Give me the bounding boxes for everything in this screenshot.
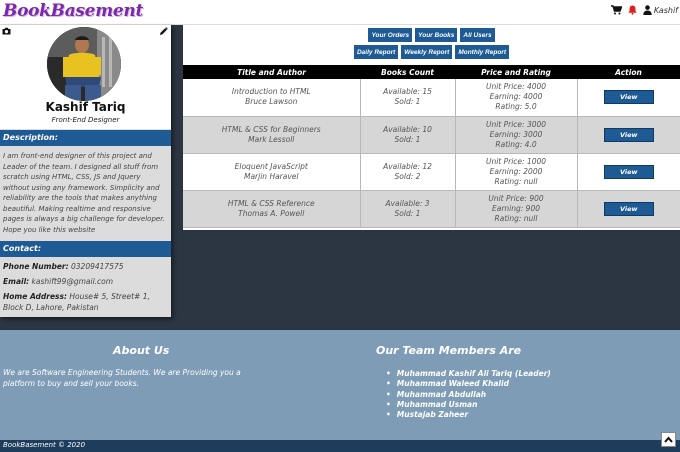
book-title: HTML & CSS for Beginners [221,124,321,134]
action-cell [577,190,680,227]
user-icon [643,5,652,15]
monthly-report-button[interactable]: Monthly Report [455,45,509,59]
daily-report-button[interactable]: Daily Report [354,45,398,59]
action-cell [577,116,680,153]
dashboard-panel [183,25,680,230]
edit-pencil-icon[interactable] [159,27,168,38]
rating: Rating: null [494,213,538,223]
contact-phone [3,262,169,273]
book-author: Bruce Lawson [245,97,298,107]
price-cell [455,79,577,116]
earning: Earning: 3000 [489,129,543,139]
unit-price: Unit Price: 900 [488,193,544,203]
email-value: kashift99@gmail.com [31,277,114,286]
table-row [183,79,680,116]
contact-heading: Contact: [0,241,171,257]
rating: Rating: null [494,176,538,186]
address-label: Home Address: [3,292,67,301]
price-cell [455,116,577,153]
book-title: Eloquent JavaScript [234,161,308,171]
profile-name: Kashif Tariq [45,100,126,114]
address-value: House# 5, Street# 1, Block D, Lahore, Pakistan [3,292,150,312]
unit-price: Unit Price: 1000 [485,156,547,166]
price-cell [455,153,577,190]
book-title: Introduction to HTML [231,87,311,97]
copyright-text: BookBasement © 2020 [3,441,86,449]
list-item: • Muhammad Usman [386,400,551,410]
profile-sidebar [0,25,171,317]
book-author: Thomas A. Powell [238,208,305,218]
about-text: We are Software Engineering Students. We are Providing you a platform to buy and sell your books. [3,368,241,388]
copyright-bar [0,440,680,452]
all-users-button[interactable]: All Users [460,28,494,42]
contact-email [3,277,169,288]
team-title: Our Team Members Are [376,344,522,357]
profile-description: I am front-end designer of this project and Leader of the team. I designed all stuff from scratch using HTML, CSS, JS and Jquery without using any framework. Simplicity and reliability are the tools that makes anything beautiful. Making realtime and responsive pages is always a big challenge for developer. Hope you like this website [3,152,165,234]
footer [0,330,680,440]
count-cell [360,79,455,116]
sold-count: Sold: 1 [394,208,421,218]
sold-count: Sold: 1 [394,97,421,107]
available-count: Available: 10 [383,124,432,134]
avatar [47,27,121,101]
profile-card [0,25,171,129]
table-header [183,65,680,79]
your-books-button[interactable]: Your Books [415,28,457,42]
book-title: HTML & CSS Reference [227,198,315,208]
chevron-up-icon [664,436,673,443]
action-cell [577,153,680,190]
unit-price: Unit Price: 3000 [485,119,547,129]
scroll-to-top-button[interactable] [661,432,676,447]
title-author-cell [183,190,360,227]
action-cell [577,79,680,116]
toolbar-row-1 [183,28,680,42]
rating: Rating: 4.0 [495,139,537,149]
list-item: • Muhammad Kashif Ali Tariq (Leader) [386,369,551,379]
toolbar-row-2 [183,45,680,59]
list-item: • Muhammad Abdullah [386,390,551,400]
view-button[interactable]: View [604,165,654,179]
table-row [183,190,680,227]
cart-icon[interactable] [611,5,622,15]
title-author-cell [183,79,360,116]
col-price-rating: Price and Rating [455,65,577,79]
title-author-cell [183,116,360,153]
count-cell [360,153,455,190]
unit-price: Unit Price: 4000 [485,82,547,92]
count-cell [360,190,455,227]
phone-label: Phone Number: [3,262,69,271]
available-count: Available: 3 [385,198,430,208]
book-author: Mark Lessoll [248,134,295,144]
col-action: Action [577,65,680,79]
col-books-count: Books Count [360,65,455,79]
rating: Rating: 5.0 [495,102,537,112]
user-menu[interactable] [643,5,678,15]
count-cell [360,116,455,153]
view-button[interactable]: View [604,202,654,216]
top-navbar [0,0,680,25]
your-orders-button[interactable]: Your Orders [368,28,412,42]
camera-icon[interactable] [2,27,11,37]
table-row [183,153,680,190]
sold-count: Sold: 1 [394,134,421,144]
title-author-cell [183,153,360,190]
available-count: Available: 12 [383,161,432,171]
book-author: Marjin Haravel [243,171,299,181]
books-table [183,65,680,228]
earning: Earning: 900 [492,203,540,213]
bell-icon[interactable] [628,5,637,15]
col-title-author: Title and Author [183,65,360,79]
view-button[interactable]: View [604,90,654,104]
list-item: • Muhammad Waleed Khalid [386,379,551,389]
username: Kashif [653,5,678,15]
price-cell [455,190,577,227]
team-list [386,369,551,420]
list-item: • Mustajab Zaheer [386,410,551,420]
profile-role: Front-End Designer [51,116,120,124]
email-label: Email: [3,277,30,286]
site-logo[interactable]: BookBasement [3,1,144,21]
earning: Earning: 4000 [489,92,543,102]
view-button[interactable]: View [604,128,654,142]
sold-count: Sold: 2 [394,171,421,181]
phone-value: 03209417575 [71,262,124,271]
about-title: About Us [113,344,170,357]
description-heading: Description: [0,130,171,146]
contact-address [3,292,169,313]
top-icons [611,5,678,15]
table-row [183,116,680,153]
weekly-report-button[interactable]: Weekly Report [401,45,452,59]
earning: Earning: 2000 [489,166,543,176]
available-count: Available: 15 [383,87,432,97]
